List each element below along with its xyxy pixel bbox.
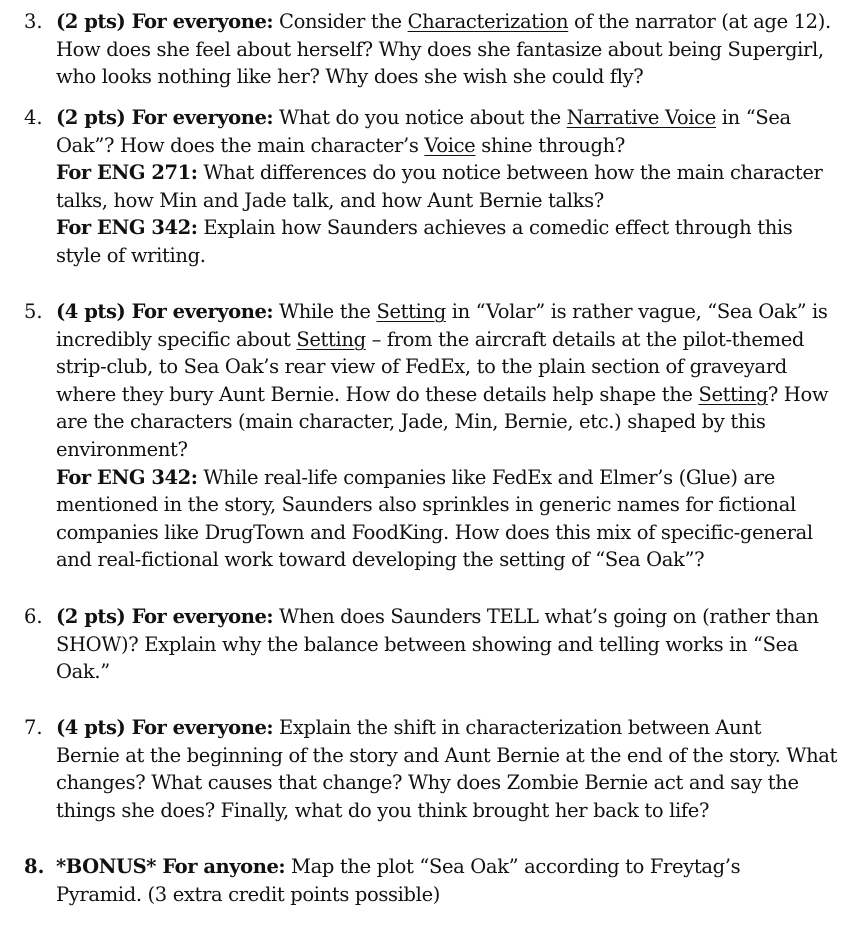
question-text-line bbox=[56, 436, 188, 464]
text-segment: incredibly specific about bbox=[56, 327, 297, 351]
text-segment: in “Sea bbox=[715, 106, 791, 129]
question-text-line bbox=[56, 353, 787, 381]
underlined-term: Setting bbox=[376, 300, 446, 323]
question-text-line bbox=[56, 797, 709, 825]
text-segment: Bernie at the beginning of the story and Aunt Bernie at the end of the story. What bbox=[56, 743, 838, 767]
text-segment: talks, how Min and Jade talk, and how Aunt Bernie talks? bbox=[56, 188, 604, 212]
question-text-line bbox=[56, 242, 206, 270]
text-segment: While real-life companies like FedEx and Elmer’s (Glue) are bbox=[197, 465, 775, 489]
text-segment: Explain how Saunders achieves a comedic effect through this bbox=[197, 216, 793, 240]
question-text-line bbox=[56, 381, 828, 409]
question-text-line bbox=[56, 408, 766, 436]
question-text-line bbox=[56, 326, 804, 354]
text-segment: environment? bbox=[56, 438, 188, 461]
question-text-line bbox=[56, 464, 775, 492]
question-text-line bbox=[56, 881, 440, 909]
bold-label: (2 pts) For everyone: bbox=[56, 106, 274, 129]
question-text-line bbox=[56, 519, 813, 547]
text-segment: shine through? bbox=[475, 133, 625, 157]
bold-label: (4 pts) For everyone: bbox=[56, 300, 274, 323]
question-text-line bbox=[56, 298, 828, 326]
bold-label: For ENG 271: bbox=[56, 161, 198, 185]
question-number: 8. bbox=[24, 855, 45, 878]
text-segment: SHOW)? Explain why the balance between showing and telling works in “Sea bbox=[56, 632, 799, 656]
underlined-term: Narrative Voice bbox=[566, 106, 716, 129]
text-segment: mentioned in the story, Saunders also sprinkles in generic names for fictional bbox=[56, 493, 796, 517]
text-segment: ? How bbox=[767, 382, 829, 406]
question-number: 3. bbox=[24, 10, 43, 33]
text-segment: who looks nothing like her? Why does she wish she could fly? bbox=[56, 65, 644, 89]
bold-label: *BONUS* For anyone: bbox=[56, 855, 286, 878]
question-text-line bbox=[56, 603, 819, 631]
text-segment: things she does? Finally, what do you think brought her back to life? bbox=[56, 798, 710, 822]
bold-label: (2 pts) For everyone: bbox=[56, 605, 274, 628]
text-segment: Explain the shift in characterization between Aunt bbox=[273, 716, 762, 739]
question-text-line bbox=[56, 769, 799, 797]
question-number: 5. bbox=[24, 300, 43, 323]
question-text-line bbox=[56, 36, 824, 64]
question-text-line bbox=[56, 63, 643, 91]
text-segment: When does Saunders TELL what’s going on (rather than bbox=[273, 605, 819, 628]
question-text-line bbox=[56, 214, 792, 242]
text-segment: in “Volar” is rather vague, “Sea Oak” is bbox=[445, 300, 828, 323]
bold-label: For ENG 342: bbox=[56, 465, 198, 489]
text-segment: of the narrator (at age 12). bbox=[568, 10, 831, 33]
question-number: 7. bbox=[24, 716, 43, 739]
underlined-term: Characterization bbox=[407, 10, 569, 33]
text-segment: where they bury Aunt Bernie. How do these details help shape the bbox=[56, 382, 699, 406]
question-text-line bbox=[56, 631, 798, 659]
text-segment: While the bbox=[273, 300, 377, 323]
text-segment: style of writing. bbox=[56, 244, 206, 267]
text-segment: Consider the bbox=[273, 10, 408, 33]
text-segment: companies like DrugTown and FoodKing. How does this mix of specific-general bbox=[56, 520, 813, 544]
question-text-line bbox=[56, 159, 822, 187]
underlined-term: Setting bbox=[296, 327, 366, 351]
question-number: 4. bbox=[24, 106, 43, 129]
question-text-line bbox=[56, 132, 625, 160]
text-segment: Map the plot “Sea Oak” according to Freytag’s bbox=[285, 855, 741, 878]
text-segment: Pyramid. (3 extra credit points possible) bbox=[56, 882, 441, 906]
question-text-line bbox=[56, 853, 740, 881]
text-segment: and real-fictional work toward developing the setting of “Sea Oak”? bbox=[56, 548, 705, 572]
text-segment: are the characters (main character, Jade, Min, Bernie, etc.) shaped by this bbox=[56, 410, 766, 434]
text-segment: Oak”? How does the main character’s bbox=[56, 133, 425, 157]
text-segment: changes? What causes that change? Why does Zombie Bernie act and say the bbox=[56, 771, 799, 795]
text-segment: Oak.” bbox=[56, 660, 110, 684]
bold-label: (4 pts) For everyone: bbox=[56, 716, 274, 739]
question-number: 6. bbox=[24, 605, 43, 628]
text-segment: How does she feel about herself? Why does she fantasize about being Supergirl, bbox=[56, 37, 824, 61]
question-text-line bbox=[56, 546, 704, 574]
text-segment: What differences do you notice between how the main character bbox=[197, 161, 823, 185]
text-segment: What do you notice about the bbox=[273, 106, 567, 129]
question-text-line bbox=[56, 187, 604, 215]
question-text-line bbox=[56, 742, 837, 770]
question-text-line bbox=[56, 104, 791, 132]
question-text-line bbox=[56, 714, 761, 742]
text-segment: strip-club, to Sea Oak’s rear view of FedEx, to the plain section of graveyard bbox=[56, 355, 787, 379]
text-segment: – from the aircraft details at the pilot-themed bbox=[365, 327, 805, 351]
question-text-line bbox=[56, 8, 831, 36]
question-text-line bbox=[56, 491, 796, 519]
underlined-term: Setting bbox=[698, 382, 768, 406]
question-text-line bbox=[56, 658, 110, 686]
bold-label: For ENG 342: bbox=[56, 216, 198, 240]
bold-label: (2 pts) For everyone: bbox=[56, 10, 274, 33]
underlined-term: Voice bbox=[424, 133, 476, 157]
